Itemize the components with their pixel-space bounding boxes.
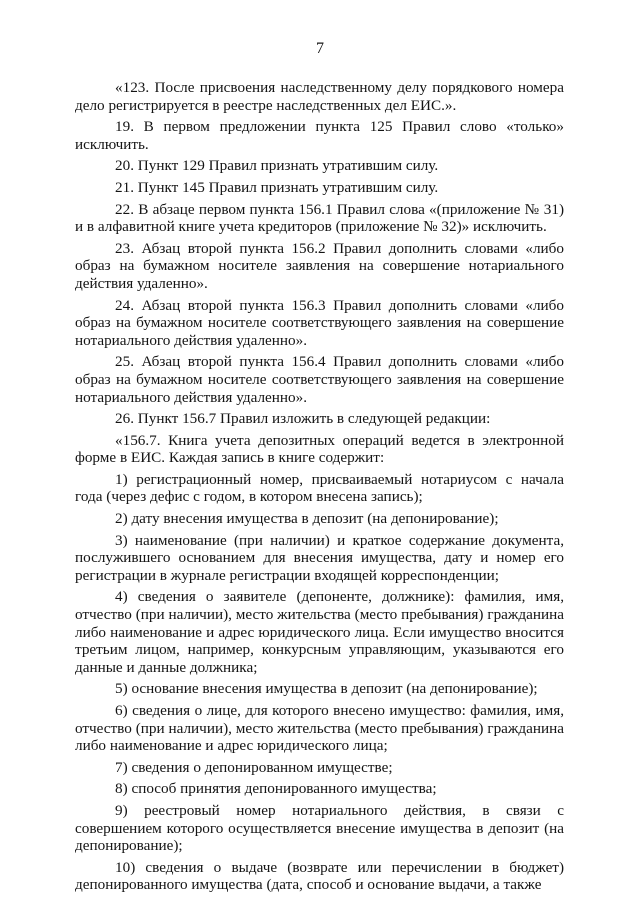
list-item-5: 5) основание внесения имущества в депозит (на депонирование); (115, 680, 538, 698)
paragraph-21: 21. Пункт 145 Правил признать утратившим силу. (115, 178, 439, 196)
list-item-9: 9) реестровый номер нотариального действия, в связи с совершением которого осуществляется внесение имущества в депозит (на депонирование); (75, 801, 564, 855)
list-item-7: 7) сведения о депонированном имуществе; (115, 758, 393, 776)
paragraph-24: 24. Абзац второй пункта 156.3 Правил дополнить словами «либо образ на бумажном носителе соответствующего заявления на совершение нотариального действия удаленно». (75, 296, 564, 349)
list-item-4: 4) сведения о заявителе (депоненте, должнике): фамилия, имя, отчество (при наличии), место жительства (место пребывания) гражданина либо наименование и адрес юридического лица. Если имущество вносится третьим лицом, например, конкурсным управляющим, указываются его данные и данные должника; (75, 588, 564, 676)
paragraph-19: 19. В первом предложении пункта 125 Правил слово «только» исключить. (75, 118, 564, 153)
paragraph-156-7: «156.7. Книга учета депозитных операций ведется в электронной форме в ЕИС. Каждая запись в книге содержит: (75, 431, 564, 467)
document-body (75, 79, 564, 898)
list-item-3: 3) наименование (при наличии) и краткое содержание документа, послужившего основанием для внесения имущества, дату и номер его регистрации в журнале регистрации входящей корреспонденции; (75, 531, 564, 584)
list-item-10: 10) сведения о выдаче (возврате или перечислении в бюджет) депонированного имущества (дата, способ и основание выдачи, а также (75, 858, 564, 894)
paragraph-22: 22. В абзаце первом пункта 156.1 Правил слова «(приложение № 31) и в алфавитной книге учета кредиторов (приложение № 32)» исключить. (75, 200, 564, 236)
list-item-8: 8) способ принятия депонированного имущества; (115, 780, 437, 798)
paragraph-26: 26. Пункт 156.7 Правил изложить в следующей редакции: (115, 410, 491, 428)
list-item-1: 1) регистрационный номер, присваиваемый нотариусом с начала года (через дефис с годом, в котором внесена запись); (75, 470, 564, 506)
paragraph-123: «123. После присвоения наследственному делу порядкового номера дело регистрируется в реестре наследственных дел ЕИС.». (75, 79, 564, 114)
paragraph-25: 25. Абзац второй пункта 156.4 Правил дополнить словами «либо образ на бумажном носителе соответствующего заявления на совершение нотариального действия удаленно». (75, 353, 564, 406)
paragraph-20: 20. Пункт 129 Правил признать утратившим силу. (115, 157, 439, 175)
list-item-2: 2) дату внесения имущества в депозит (на депонирование); (115, 510, 499, 528)
page-number: 7 (316, 40, 324, 57)
paragraph-23: 23. Абзац второй пункта 156.2 Правил дополнить словами «либо образ на бумажном носителе заявления на совершение нотариального действия удаленно». (75, 239, 564, 292)
list-item-6: 6) сведения о лице, для которого внесено имущество: фамилия, имя, отчество (при наличии), место жительства (место пребывания) гражданина либо наименование и адрес юридического лица; (75, 702, 564, 755)
